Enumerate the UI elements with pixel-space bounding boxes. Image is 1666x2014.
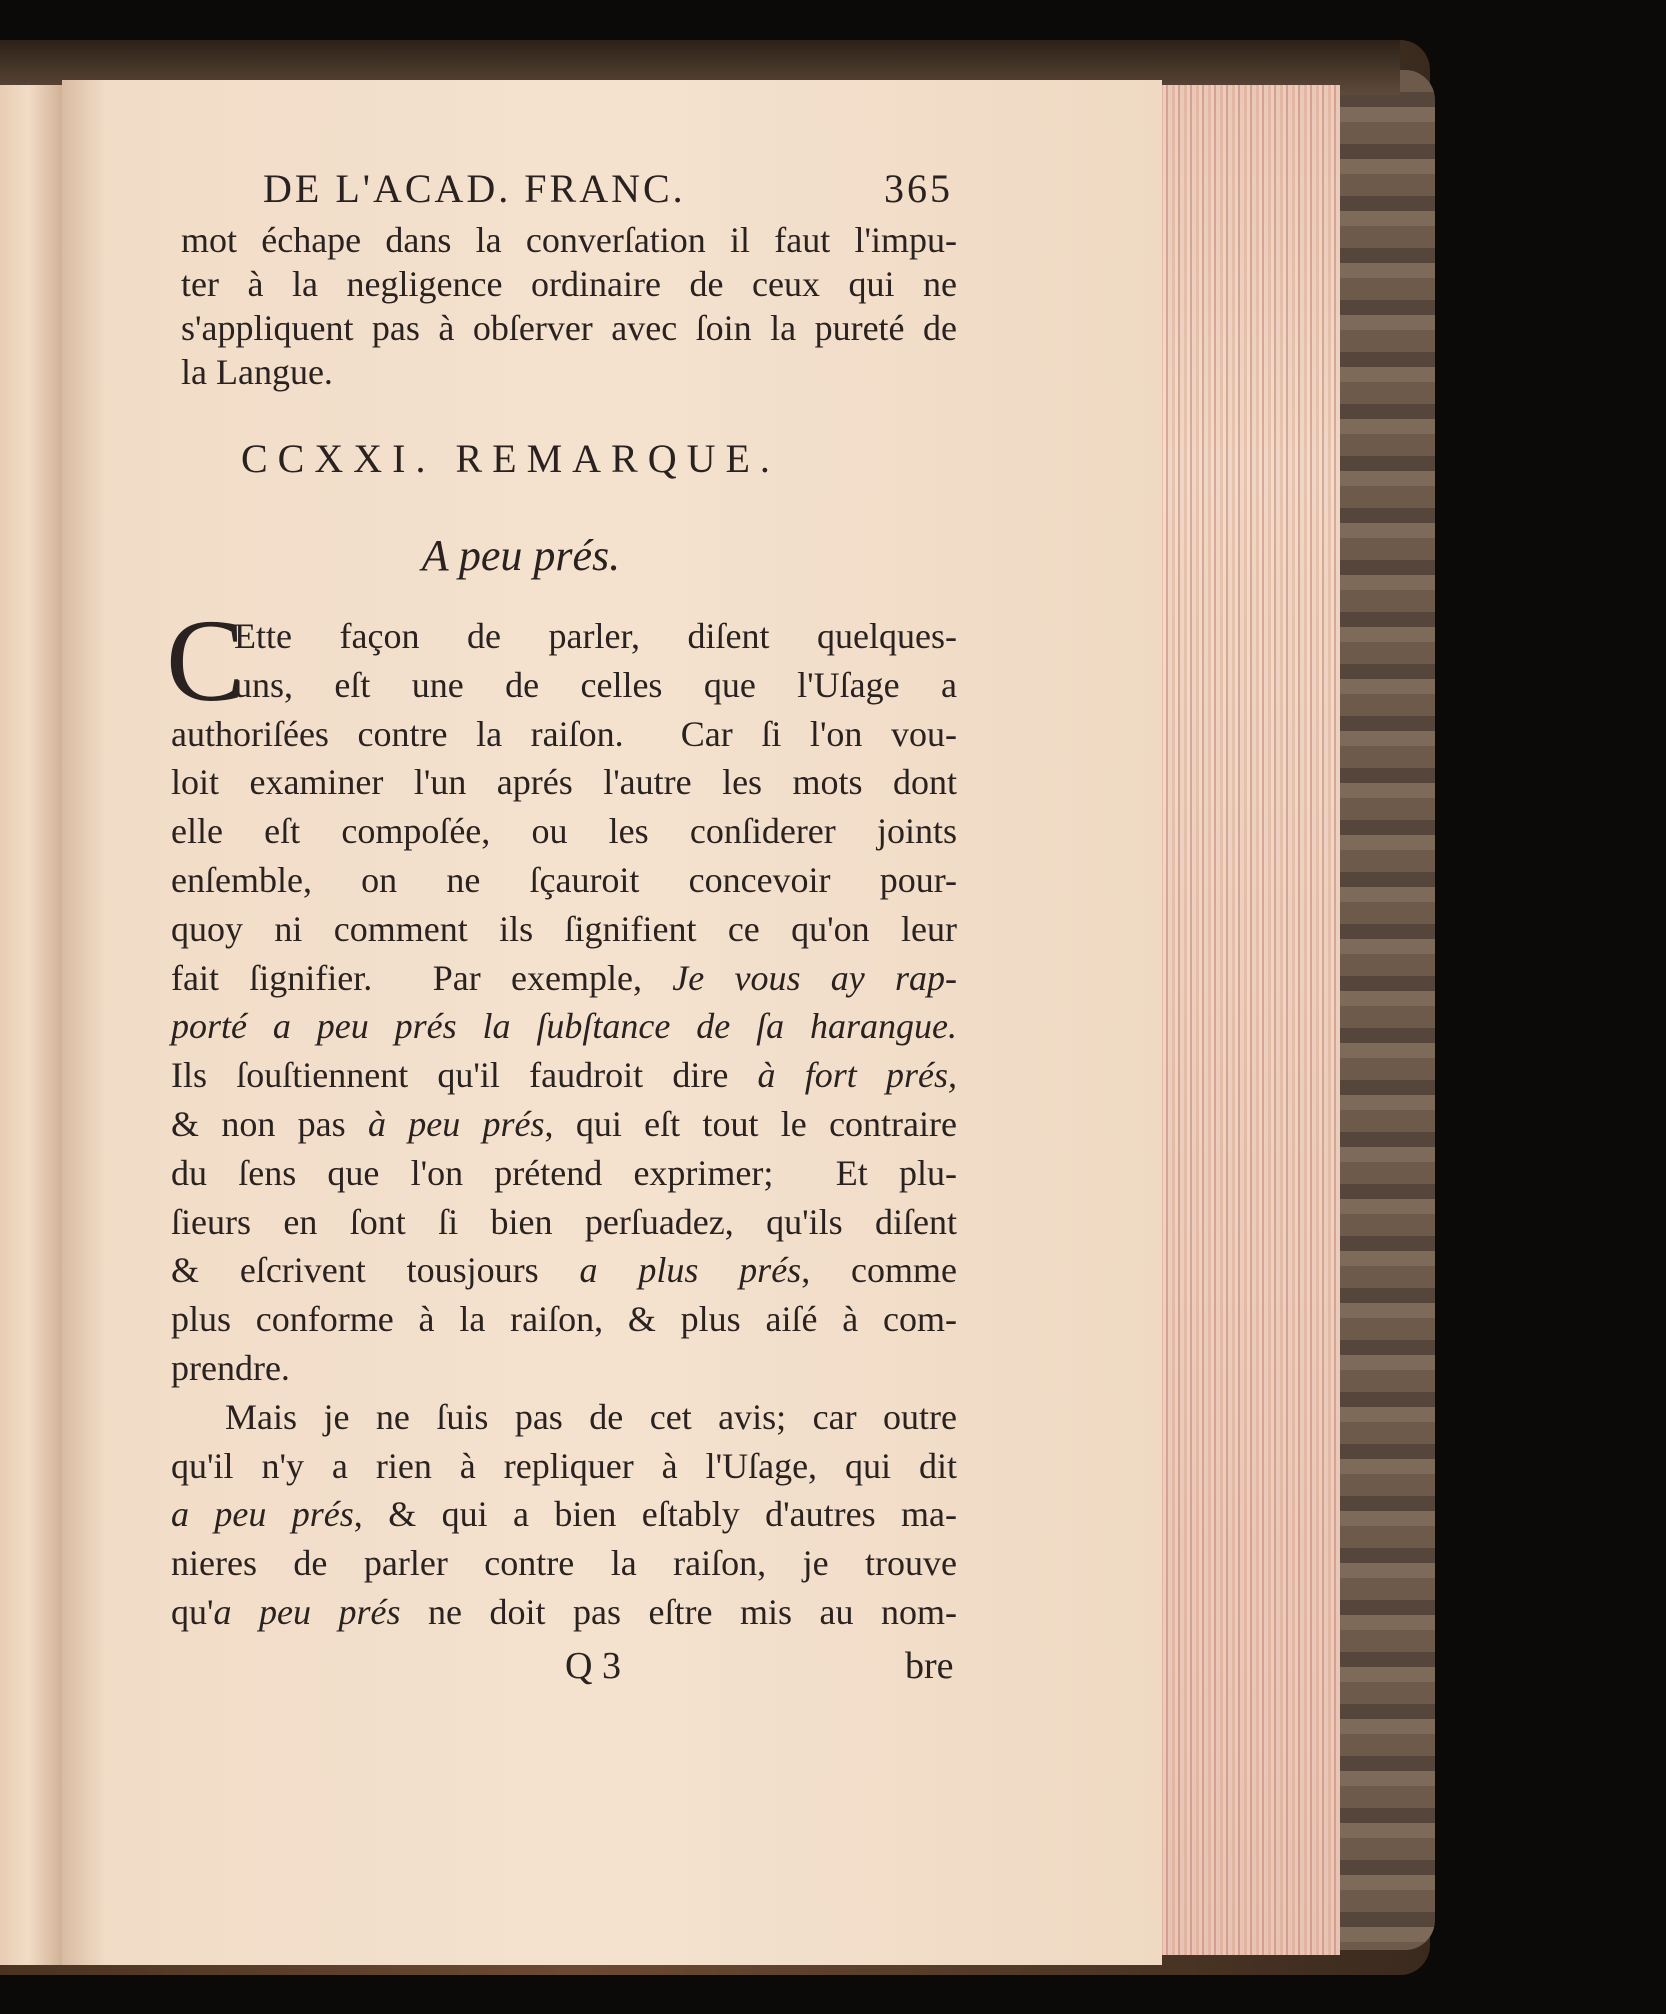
page-number: 365 (884, 166, 953, 211)
text-run: & eſcrivent tousjours (171, 1250, 580, 1290)
text-run: s'appliquent pas à obſerver avec ſoin la pureté de (181, 308, 957, 348)
text-run: plus conforme à la raiſon, & plus aiſé à com- (171, 1299, 957, 1339)
text-line (171, 1344, 957, 1392)
text-run: qu'il n'y a rien à repliquer à l'Uſage, qui dit (171, 1446, 957, 1486)
text-run: , comme (801, 1250, 957, 1290)
text-line (171, 1149, 957, 1197)
section-heading: CCXXI. REMARQUE. (241, 436, 780, 481)
text-line (171, 1588, 957, 1636)
text-line (171, 807, 957, 855)
text-line (171, 710, 957, 758)
text-line (234, 612, 957, 660)
book-binding-edge (1330, 70, 1435, 1950)
text-run: elle eſt compoſée, ou les conſiderer joints (171, 811, 957, 851)
text-run: mot échape dans la converſation il faut l'impu- (181, 220, 957, 260)
text-line (171, 1539, 957, 1587)
text-line (171, 1295, 957, 1343)
text-run: uns, eſt une de celles que l'Uſage a (234, 665, 957, 705)
text-run: loit examiner l'un aprés l'autre les mots dont (171, 762, 957, 802)
text-run: Ils ſouſtiennent qu'il faudroit dire (171, 1055, 758, 1095)
italic-text: à fort prés, (757, 1055, 957, 1095)
text-run: enſemble, on ne ſçauroit concevoir pour- (171, 860, 957, 900)
text-line (181, 350, 957, 394)
text-run: du ſens que l'on prétend exprimer; Et plu- (171, 1153, 957, 1193)
text-run: authoriſées contre la raiſon. Car ſi l'on vou- (171, 714, 957, 754)
italic-text: a plus prés (579, 1250, 802, 1290)
text-run: quoy ni comment ils ſignifient ce qu'on leur (171, 909, 957, 949)
italic-text: Je vous ay rap- (672, 958, 958, 998)
italic-text: à peu prés (367, 1104, 545, 1144)
text-run: Ette façon de parler, diſent quelques- (234, 616, 957, 656)
running-title: DE L'ACAD. FRANC. (263, 166, 686, 211)
text-line (171, 758, 957, 806)
italic-text: a peu prés (171, 1494, 354, 1534)
catchword: bre (905, 1645, 954, 1687)
text-line (171, 954, 957, 1002)
text-line (171, 1246, 957, 1294)
text-run: la Langue. (181, 352, 333, 392)
text-run: nieres de parler contre la raiſon, je trouve (171, 1543, 957, 1583)
text-run: fait ſignifier. Par exemple, (171, 958, 673, 998)
text-line (181, 262, 957, 306)
text-run: & non pas (171, 1104, 368, 1144)
text-run: qu' (171, 1592, 214, 1632)
text-run: ter à la negligence ordinaire de ceux qui ne (181, 264, 957, 304)
italic-text: porté a peu prés la ſubſtance de ſa harangue. (171, 1006, 957, 1046)
running-header (263, 164, 953, 214)
drop-cap: C (166, 595, 245, 726)
text-line (234, 661, 957, 709)
text-line (171, 1002, 957, 1050)
text-line (225, 1393, 957, 1441)
text-line (171, 1442, 957, 1490)
text-run: ne doit pas eſtre mis au nom- (400, 1592, 958, 1632)
text-line (171, 856, 957, 904)
italic-text: a peu prés (213, 1592, 401, 1632)
text-line (171, 905, 957, 953)
text-line (171, 1051, 957, 1099)
text-run: , & qui a bien eſtably d'autres ma- (353, 1494, 957, 1534)
text-line (171, 1490, 957, 1538)
text-line (171, 1198, 957, 1246)
facing-page-sliver (0, 85, 70, 1965)
text-run: Mais je ne ſuis pas de cet avis; car outre (225, 1397, 957, 1437)
text-line (181, 218, 957, 262)
section-subtitle: A peu prés. (421, 531, 621, 580)
text-run: , qui eſt tout le contraire (544, 1104, 957, 1144)
signature-mark: Q 3 (565, 1645, 621, 1687)
text-run: ſieurs en ſont ſi bien perſuadez, qu'ils diſent (171, 1202, 957, 1242)
text-run: prendre. (171, 1348, 290, 1388)
page-block-edges (1160, 85, 1340, 1955)
text-line (181, 306, 957, 350)
text-line (171, 1100, 957, 1148)
